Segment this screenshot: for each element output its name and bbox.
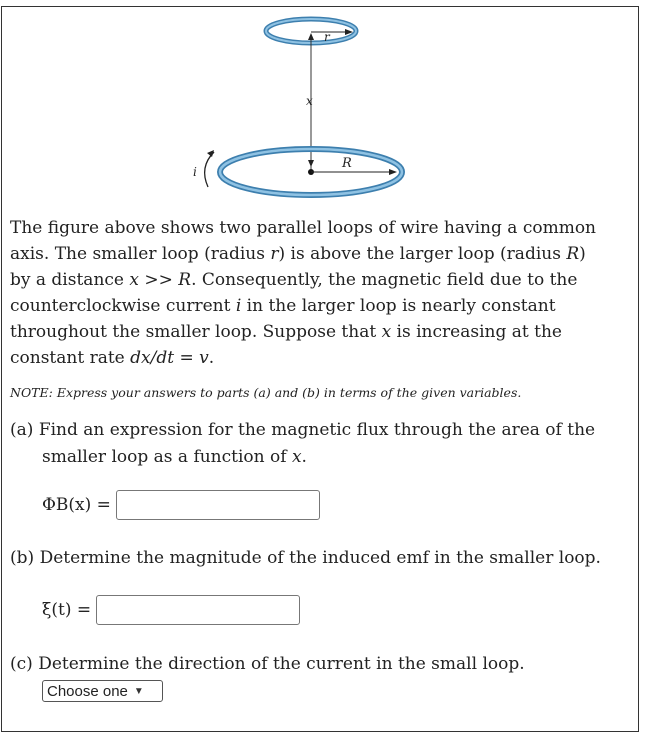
part-a-marker: (a) — [10, 420, 34, 440]
problem-statement — [10, 215, 632, 371]
part-b-answer-row — [42, 595, 300, 625]
label-r: r — [324, 30, 330, 44]
direction-select-value: Choose one — [47, 682, 128, 700]
label-R: R — [342, 156, 352, 171]
part-c-text: Determine the direction of the current in the small loop. — [38, 654, 525, 674]
direction-select[interactable] — [42, 680, 163, 702]
intro-line-1: The figure above shows two parallel loops of wire having a common — [10, 218, 597, 238]
chevron-down-icon: ▼ — [133, 685, 144, 697]
part-b-text: Determine the magnitude of the induced emf in the smaller loop. — [39, 548, 601, 568]
part-c-question — [10, 651, 632, 678]
label-i: i — [193, 165, 197, 179]
question-panel — [1, 6, 639, 732]
note-text: NOTE: Express your answers to parts (a) and (b) in terms of the given variables. — [10, 385, 522, 400]
label-x: x — [306, 94, 313, 108]
intro-line-6: constant rate dx/dt = v. — [10, 348, 215, 368]
emf-answer-input[interactable] — [96, 595, 300, 625]
intro-line-3: by a distance x >> R. Consequently, the magnetic field due to the — [10, 270, 578, 290]
part-a-question — [10, 417, 632, 471]
part-a-text: Find an expression for the magnetic flux through the area of the — [38, 420, 596, 440]
loops-figure — [2, 7, 640, 207]
intro-line-4: counterclockwise current i in the larger loop is nearly constant — [10, 296, 556, 316]
emf-label: ξ(t) = — [42, 600, 92, 620]
part-b-question — [10, 545, 632, 572]
part-b-marker: (b) — [10, 548, 35, 568]
part-a-text-cont: smaller loop as a function of x. — [42, 447, 307, 467]
flux-answer-input[interactable] — [116, 490, 320, 520]
intro-line-5: throughout the smaller loop. Suppose that x is increasing at the — [10, 322, 562, 342]
part-c-marker: (c) — [10, 654, 33, 674]
part-a-answer-row — [42, 490, 320, 520]
intro-line-2: axis. The smaller loop (radius r) is above the larger loop (radius R) — [10, 244, 586, 264]
current-arrow-icon — [205, 152, 214, 187]
flux-label: ΦB(x) = — [42, 495, 111, 515]
